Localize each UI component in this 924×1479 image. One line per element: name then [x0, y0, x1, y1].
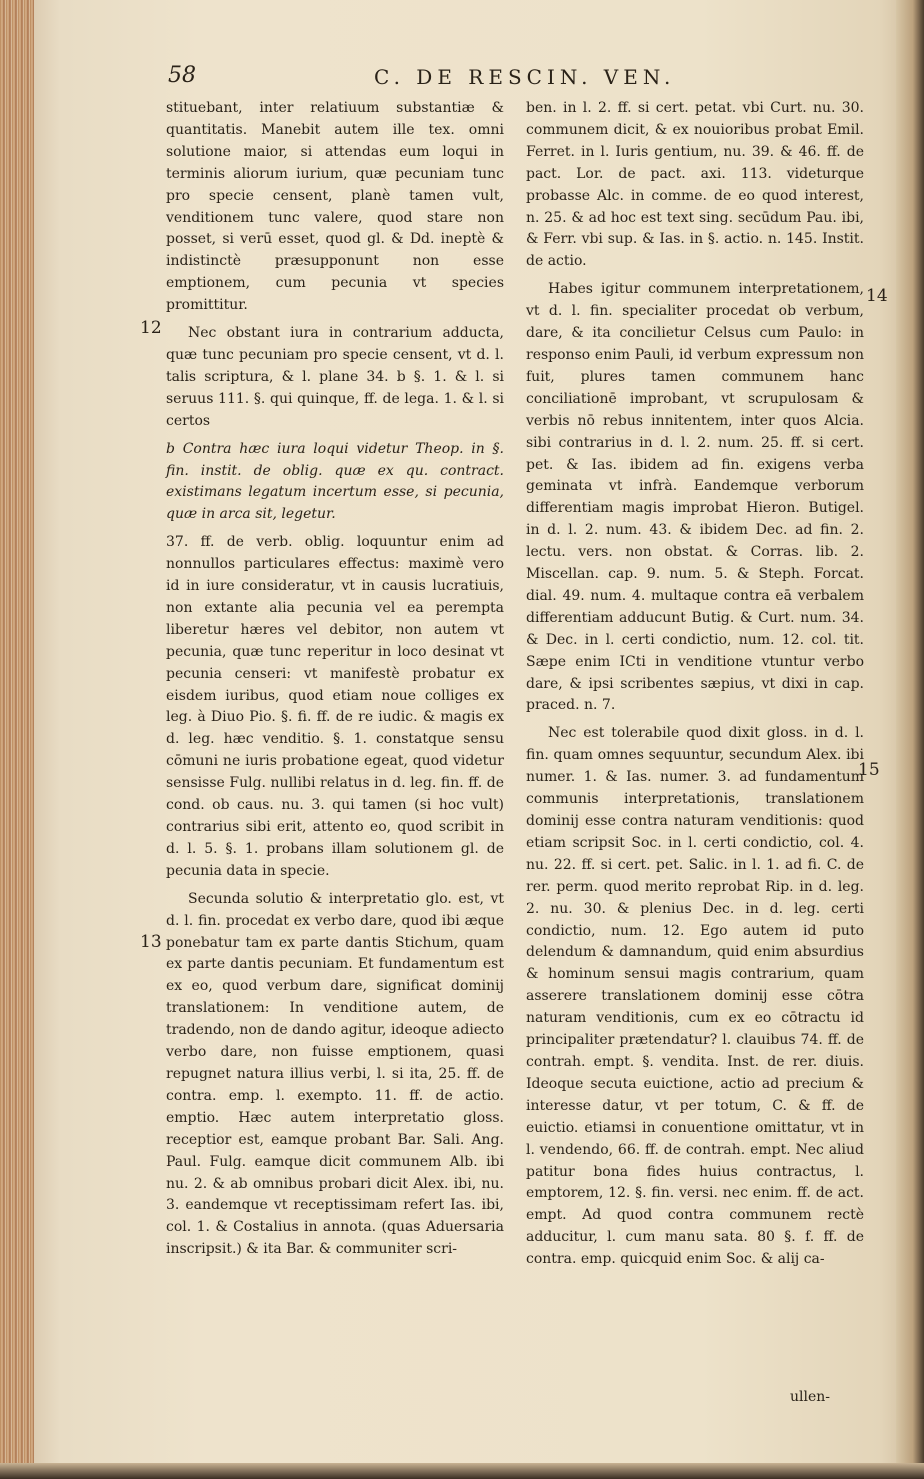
paragraph: Nec est tolerabile quod dixit gloss. in d. l. fin. quam omnes sequuntur, secundum Alex. ibi numer. 1. & Ias. numer. 3. ad fundamentum communis interpretationis, translationem dominij esse contra naturam venditionis: quod etiam scripsit Soc. in l. certi condictio, col. 4. nu. 22. ff. si cert. pet. Salic. in l. 1. ad fi. C. de rer. perm. quod merito reprobat Rip. in d. leg. 2. nu. 30. & plenius Dec. in d. leg. certi condictio, num. 12. Ego autem id puto delendum & damnandum, quid enim absurdius & hominum sensui magis contrarium, quam asserere translationem dominij esse cōtra naturam venditionis, cum ex eo cōtractu id principaliter prætendatur? l. clauibus 74. ff. de contrah. empt. §. vendita. Inst. de rer. diuis. Ideoque secuta euictione, actio ad precium & interesse datur, vt per totum, C. & ff. de euictio. etiamsi in conuentione omittatur, vt in l. vendendo, 66. ff. de contrah. empt. Nec aliud patitur bona fides huius contractus, l. emptorem, 12. §. fin. versi. nec enim. ff. de act. empt. Ad quod contra communem rectè adducitur, l. cum manu sata. 80 §. f. ff. de contra. emp. quicquid enim Soc. & alij ca-: [526, 725, 864, 1268]
paragraph: Nec obstant iura in contrarium adducta, quæ tunc pecuniam pro specie censent, vt d. l. talis scriptura, & l. plane 34. b §. 1. & l. si seruus 111. §. qui quinque, ff. de lega. 1. & l. si certos: [166, 325, 504, 429]
page-edge-left: [0, 0, 34, 1479]
paragraph: Habes igitur communem interpretationem, vt d. l. fin. specialiter procedat ob verbum, dare, & ita concilietur Celsus cum Paulo: in responso enim Pauli, id verbum expressum non fuit, plures tamen communem hanc conciliationē improbant, vt scrupulosam & verbis nō rebus innitentem, inter quos Alcia. sibi contrarius in d. l. 2. num. 25. ff. si cert. pet. & Ias. ibidem ad fin. exigens verba geminata vt infrà. Eandemque verborum differentiam magis improbat Hieron. Butigel. in d. l. 2. num. 43. & ibidem Dec. ad fin. 2. lectu. vers. non obstat. & Corras. lib. 2. Miscellan. cap. 9. num. 5. & Steph. Forcat. dial. 49. num. 4. multaque contra eā verbalem differentiam adducunt Butig. & Curt. num. 34. & Dec. in l. certi condictio, num. 12. col. tit. Sæpe enim ICti in venditione vtuntur verbo dare, & ipsi scribentes sæpius, vt dixi in cap. praced. n. 7.: [526, 281, 864, 714]
page-edge-bottom: [0, 1463, 924, 1479]
page-number: 58: [168, 63, 196, 88]
paragraph: 37. ff. de verb. oblig. loquuntur enim ad nonnullos particulares effectus: maximè vero id in iure consideratur, vt in causis lucratiuis, non extante alia pecunia vel ea perempta liberetur hæres vel debitor, non autem vt pecunia, quæ tunc reperitur in loco desinat vt pecunia censeri: vt manifestè probatur ex eisdem iuribus, quod etiam noue colliges ex leg. à Diuo Pio. §. fi. ff. de re iudic. & magis ex d. leg. hæc venditio. §. 1. constatque sensu cōmuni ne iuris probatione egeat, quod videtur sensisse Fulg. nullibi relatus in d. leg. fin. ff. de cond. ob caus. nu. 3. qui tamen (si hoc vult) contrarius sibi erit, attento eo, quod scribit in d. l. 5. §. 1. probans illam solutionem gl. de pecunia data in specie.: [166, 534, 504, 879]
left-column: [166, 98, 504, 1267]
catchword: ullen-: [790, 1389, 831, 1405]
running-head-title: C. DE RESCIN. VEN.: [374, 65, 676, 89]
margin-number: 12: [140, 318, 162, 338]
paragraph: ben. in l. 2. ff. si cert. petat. vbi Curt. nu. 30. communem dicit, & ex nouioribus probat Emil. Ferret. in l. Iuris gentium, nu. 39. & 46. ff. de pact. Lor. de pact. axi. 113. videturque probasse Alc. in comme. de eo quod interest, n. 25. & ad hoc est text sing. secūdum Pau. ibi, & Ferr. vbi sup. & Ias. in §. actio. n. 145. Instit. de actio.: [526, 100, 864, 270]
margin-number: 15: [858, 760, 880, 780]
paragraph: stituebant, inter relatiuum substantiæ & quantitatis. Manebit autem ille tex. omni solutione maior, si attendas eum loqui in terminis aliorum iurium, quæ pecuniam tunc pro specie censent, planè tamen vult, venditionem tunc valere, quod stare non posset, si verū esset, quod gl. & Dd. ineptè & indistinctè præsupponunt non esse emptionem, cum pecunia vt species promittitur.: [166, 100, 504, 314]
margin-number: 14: [866, 286, 888, 306]
paragraph: Secunda solutio & interpretatio glo. est, vt d. l. fin. procedat ex verbo dare, quod ibi æque ponebatur tam ex parte dantis Stichum, quam ex parte dantis pecuniam. Et fundamentum est ex eo, quod verbum dare, significat dominij translationem: In venditione autem, de tradendo, non de dando agitur, ideoque adiecto verbo dare, non fuisse emptionem, quasi repugnet natura illius verbi, l. si ita, 25. ff. de contra. emp. l. exempto. 11. ff. de actio. emptio. Hæc autem interpretatio gloss. receptior est, eamque probant Bar. Sali. Ang. Paul. Fulg. eamque dicit communem Alb. ibi nu. 2. & ab omnibus probari dicit Alex. ibi, nu. 3. eandemque vt receptissimam refert Ias. ibi, col. 1. & Costalius in annota. (quas Aduersaria inscripsit.) & ita Bar. & communiter scri-: [166, 890, 504, 1258]
margin-number: 13: [140, 932, 162, 952]
right-column: [526, 98, 864, 1277]
footnote: b Contra hæc iura loqui videtur Theop. in §. fin. instit. de oblig. quæ ex qu. contract. existimans legatum incertum esse, si pecunia, quæ in arca sit, legetur.: [166, 440, 504, 523]
running-header: [168, 63, 698, 95]
page-edge-right: [896, 0, 924, 1479]
